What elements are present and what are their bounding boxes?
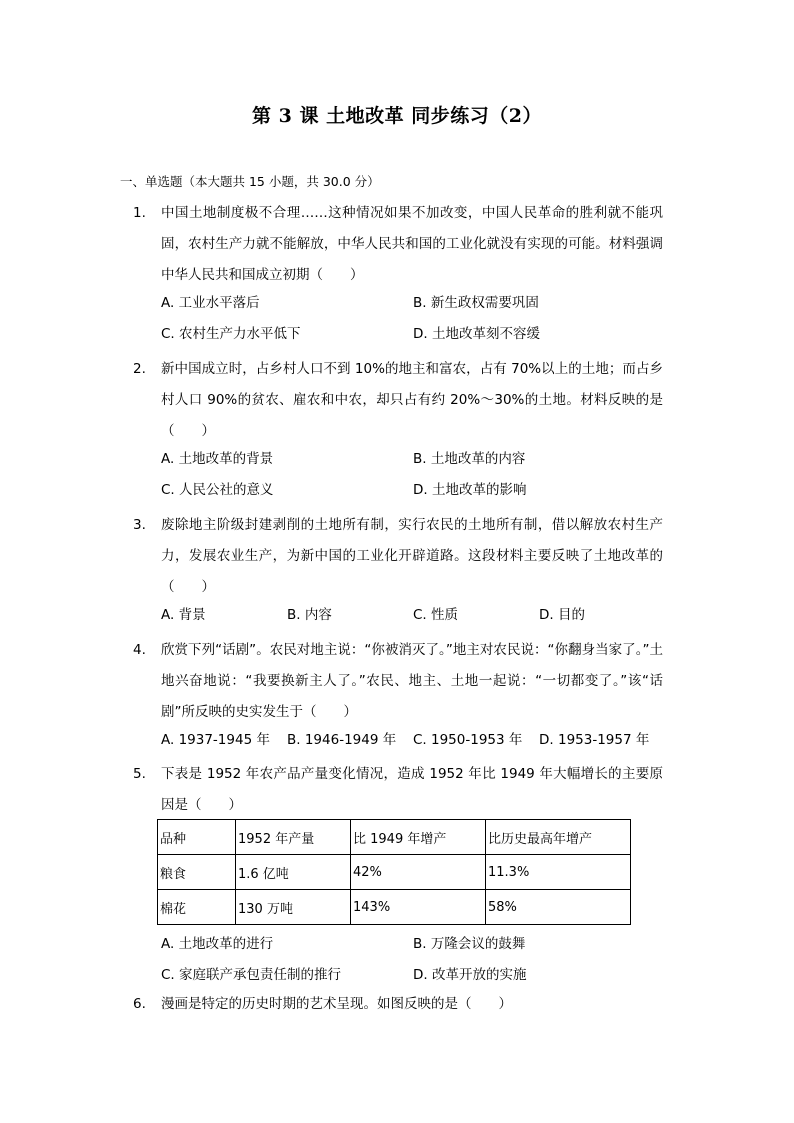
- option-d[interactable]: D. 土地改革刻不容缓: [413, 326, 540, 342]
- table-cell: 棉花: [158, 890, 236, 925]
- question-6: [133, 996, 663, 1020]
- question-number: 3.: [133, 517, 146, 533]
- option-d[interactable]: D. 改革开放的实施: [413, 967, 527, 983]
- question-number: 2.: [133, 361, 146, 377]
- table-row: [158, 890, 631, 925]
- table-cell: 42%: [351, 855, 486, 890]
- question-text: 欣赏下列“话剧”。农民对地主说：“你被消灭了。”地主对农民说：“你翻身当家了。”土地兴奋地说：“我要换新主人了。”农民、地主、土地一起说：“一切都变了。”该“话剧”所反映的史实发生于（ ）: [161, 642, 663, 720]
- options-2col: [161, 478, 663, 509]
- option-a[interactable]: A. 工业水平落后: [161, 295, 260, 311]
- question-number: 1.: [133, 205, 146, 221]
- option-c[interactable]: C. 性质: [413, 607, 459, 623]
- table-cell: 11.3%: [486, 855, 631, 890]
- question-number: 6.: [133, 996, 146, 1012]
- table-header-cell: 比 1949 年增产: [351, 820, 486, 855]
- question-text: 下表是 1952 年农产品产量变化情况，造成 1952 年比 1949 年大幅增长的主要原因是（ ）: [161, 766, 663, 813]
- question-text: 中国土地制度极不合理……这种情况如果不加改变，中国人民革命的胜利就不能巩固，农村生产力就不能解放，中华人民共和国的工业化就没有实现的可能。材料强调中华人民共和国成立初期（ ）: [161, 205, 663, 283]
- table-cell: 1.6 亿吨: [236, 855, 351, 890]
- option-c[interactable]: C. 人民公社的意义: [161, 482, 274, 498]
- question-5-options: [133, 932, 663, 994]
- question-text: 废除地主阶级封建剥削的土地所有制，实行农民的土地所有制，借以解放农村生产力，发展农业生产，为新中国的工业化开辟道路。这段材料主要反映了土地改革的（ ）: [161, 517, 663, 595]
- page-title: 第 3 课 土地改革 同步练习（2）: [252, 105, 542, 127]
- options-2col: [161, 322, 663, 353]
- options-2col: [161, 447, 663, 478]
- option-c[interactable]: C. 家庭联产承包责任制的推行: [161, 967, 342, 983]
- option-d[interactable]: D. 1953-1957 年: [539, 732, 650, 748]
- table-header-row: [158, 820, 631, 855]
- question-2: [133, 361, 663, 509]
- table-cell: 143%: [351, 890, 486, 925]
- production-table: [157, 819, 631, 925]
- question-1: [133, 205, 663, 353]
- table-header-cell: 品种: [158, 820, 236, 855]
- option-a[interactable]: A. 背景: [161, 607, 206, 623]
- question-text: 漫画是特定的历史时期的艺术呈现。如图反映的是（ ）: [161, 996, 512, 1012]
- table-cell: 130 万吨: [236, 890, 351, 925]
- option-b[interactable]: B. 新生政权需要巩固: [413, 295, 539, 311]
- question-5: [133, 766, 663, 821]
- table-header-cell: 比历史最高年增产: [486, 820, 631, 855]
- table-cell: 58%: [486, 890, 631, 925]
- question-text: 新中国成立时，占乡村人口不到 10%的地主和富农，占有 70%以上的土地；而占乡村人口 90%的贫农、雇农和中农，却只占有约 20%～30%的土地。材料反映的是（ ）: [161, 361, 663, 439]
- table-cell: 粮食: [158, 855, 236, 890]
- options-4col: [161, 728, 663, 759]
- option-c[interactable]: C. 农村生产力水平低下: [161, 326, 301, 342]
- option-b[interactable]: B. 土地改革的内容: [413, 451, 526, 467]
- table-header-cell: 1952 年产量: [236, 820, 351, 855]
- option-a[interactable]: A. 土地改革的进行: [161, 936, 274, 952]
- option-b[interactable]: B. 1946-1949 年: [287, 732, 397, 748]
- table-row: [158, 855, 631, 890]
- question-3: [133, 517, 663, 634]
- option-c[interactable]: C. 1950-1953 年: [413, 732, 523, 748]
- question-number: 4.: [133, 642, 146, 658]
- option-d[interactable]: D. 土地改革的影响: [413, 482, 527, 498]
- question-4: [133, 642, 663, 759]
- options-4col: [161, 603, 663, 634]
- question-number: 5.: [133, 766, 146, 782]
- option-a[interactable]: A. 1937-1945 年: [161, 732, 270, 748]
- option-b[interactable]: B. 万隆会议的鼓舞: [413, 936, 526, 952]
- options-2col: [161, 291, 663, 322]
- option-d[interactable]: D. 目的: [539, 607, 585, 623]
- section-heading: 一、单选题（本大题共 15 小题，共 30.0 分）: [120, 174, 380, 189]
- options-2col: [161, 932, 663, 963]
- option-a[interactable]: A. 土地改革的背景: [161, 451, 274, 467]
- option-b[interactable]: B. 内容: [287, 607, 332, 623]
